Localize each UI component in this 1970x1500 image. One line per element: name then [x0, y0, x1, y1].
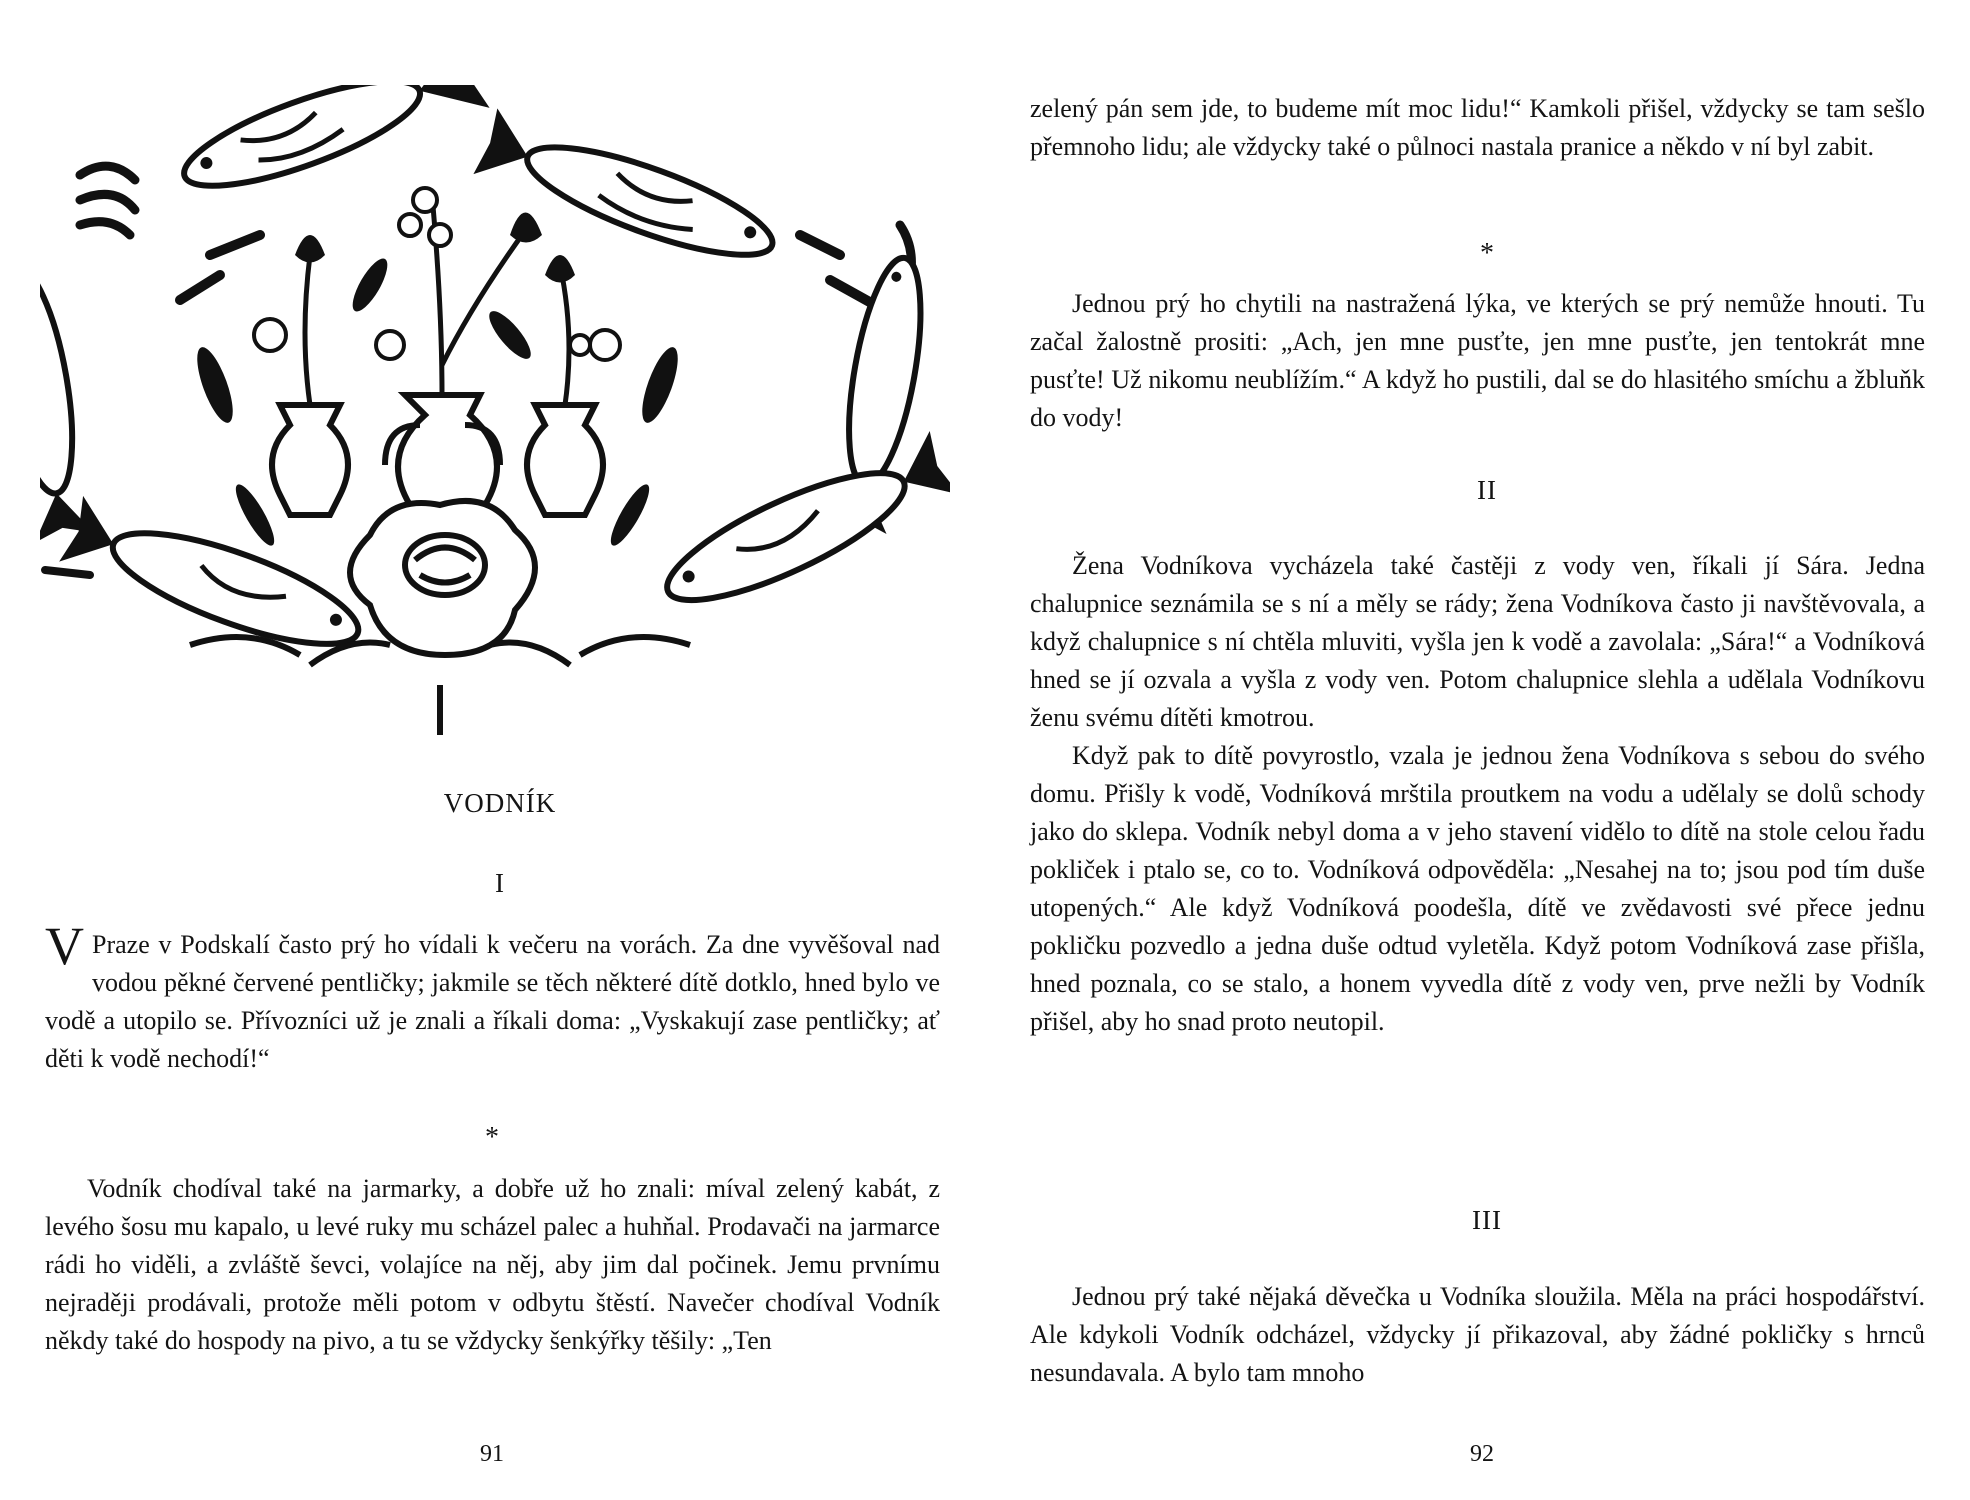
paragraph-block: [1030, 1278, 1925, 1392]
paragraph-block: [1030, 547, 1925, 1041]
section-asterisk: *: [1480, 238, 1494, 269]
section-number-ii: II: [1477, 475, 1497, 505]
paragraph-block: [45, 1170, 940, 1360]
fish-top-right: [473, 108, 784, 278]
dropcap: V: [45, 916, 84, 976]
paragraph-block: [1030, 90, 1925, 166]
paragraph-block: [1030, 285, 1925, 437]
paragraph-1-text: Praze v Podskalí často prý ho vídali k večeru na vorách. Za dne vyvěšoval nad vodou pěkné červené pentličky; jakmile se těch některé dítě dotklo, hned bylo ve vodě a utopilo se. Přívozníci už je znali a říkali doma: „Vyskakují zase pentličky; ať děti k vodě nechodí!“: [45, 930, 940, 1073]
chapter-title: VODNÍK: [443, 788, 557, 818]
fish-top-left: [171, 85, 490, 214]
page-number: 92: [1470, 1441, 1494, 1467]
section-asterisk: *: [485, 1122, 499, 1153]
paragraph-2: Jednou prý ho chytili na nastražená lýka, ve kterých se prý nemůže hnouti. Tu začal žalostně prositi: „Ach, jen mne pusťte, jen mne pusťte, jen tentokrát mne pusťte! Už nikomu neublížím.“ A když ho pustili, dal se do hlasitého smíchu a žbluňk do vody!: [1030, 289, 1925, 432]
paragraph-4: Když pak to dítě povyrostlo, vzala je jednou žena Vodníkova s sebou do svého domu. Přišly k vodě, Vodníková mrštila proutkem na vodu a udělaly se dolů schody jako do sklepa. Vodník nebyl doma a v jeho stavení vidělo to dítě na stole celou řadu pokliček i ptalo se, co to. Vodníková odpověděla: „Nesahej na to; jsou pod tím duše utopených.“ Ale když Vodníková poodešla, dítě ve zvědavosti své přece jednu pokličku pozvedlo a jedna duše odtud vyletěla. Když potom Vodníková zase přišla, hned poznala, co se stalo, a honem vyvedla dítě z vody ven, prve nežli by Vodník přišel, aby ho snad proto neutopil.: [1030, 741, 1925, 1036]
paragraph-2: Vodník chodíval také na jarmarky, a dobře už ho znali: míval zelený kabát, z levého šosu mu kapalo, u levé ruky mu scházel palec a huhňal. Prodavači na jarmarce rádi ho viděli, a zvláště ševci, volajíce na něj, aby jim dal počinek. Jemu prvnímu nejraději prodávali, protože měli potom v odbytu štěstí. Navečer chodíval Vodník někdy také do hospody na pivo, a tu se vždycky šenkýřky těšily: „Ten: [45, 1174, 940, 1355]
paragraph-3: Žena Vodníkova vycházela také častěji z vody ven, říkali jí Sára. Jedna chalupnice seznámila se s ní a měly se rády; žena Vodníkova často ji navštěvovala, a když chalupnice s ní chtěla mluviti, vyšla jen k vodě a zavolala: „Sára!“ a Vodníková hned se jí ozvala a vyšla z vody ven. Potom chalupnice slehla a udělala Vodníkovu ženu svému dítěti kmotrou.: [1030, 551, 1925, 732]
fish-and-vases-illustration: [40, 85, 950, 745]
rosette: [350, 501, 535, 655]
page-number: 91: [480, 1441, 504, 1467]
paragraph-5: Jednou prý také nějaká děvečka u Vodníka sloužila. Měla na práci hospodářství. Ale kdykoli Vodník odcházel, vždycky jí přikazoval, aby žádné pokličky s hrnců nesundavala. A bylo tam mnoho: [1030, 1282, 1925, 1387]
fish-bottom-right: [653, 431, 950, 623]
section-number-i: I: [495, 868, 505, 898]
paragraph-1: [45, 916, 940, 1078]
right-page: [985, 0, 1970, 1500]
paragraph-top: zelený pán sem jde, to budeme mít moc lidu!“ Kamkoli přišel, vždycky se tam sešlo přemnoho lidu; ale vždycky také o půlnoci nastala pranice a někdo v ní byl zabit.: [1030, 94, 1925, 161]
section-number-iii: III: [1472, 1205, 1502, 1235]
paragraph-block: [45, 916, 940, 1078]
